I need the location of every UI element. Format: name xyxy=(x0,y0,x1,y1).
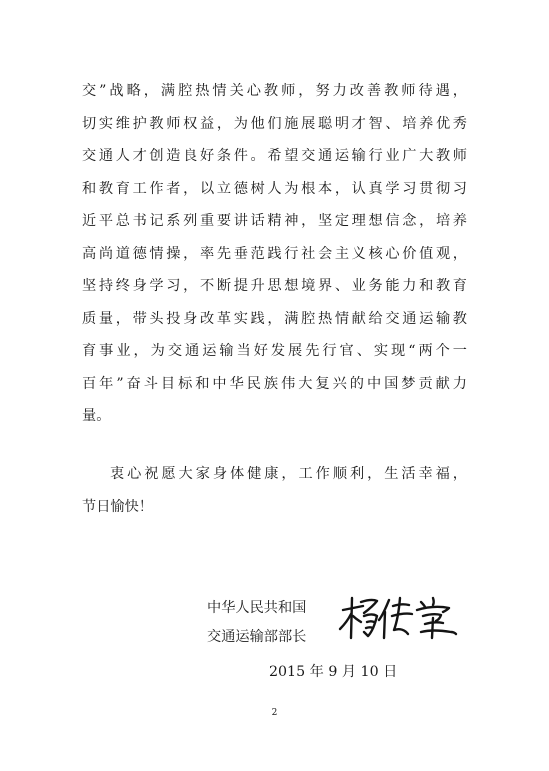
body-line: 切实维护教师权益，为他们施展聪明才智、培养优秀 xyxy=(82,115,467,132)
handwritten-signature xyxy=(337,592,459,644)
body-line: 育事业，为交通运输当好发展先行官、实现“两个一 xyxy=(82,343,467,359)
signature-date: 2015 年 9 月 10 日 xyxy=(269,664,398,680)
signature-block xyxy=(207,592,467,692)
body-line: 交通人才创造良好条件。希望交通运输行业广大教师 xyxy=(82,148,467,164)
body-line: 高尚道德情操，率先垂范践行社会主义核心价值观， xyxy=(82,245,467,262)
signatory-organization: 中华人民共和国 xyxy=(207,600,307,616)
body-line: 质量，带头投身改革实践，满腔热情献给交通运输教 xyxy=(82,310,467,327)
body-line: 量。 xyxy=(82,408,111,424)
closing-line: 衷心祝愿大家身体健康，工作顺利，生活幸福， xyxy=(110,466,467,482)
body-line: 百年”奋斗目标和中华民族伟大复兴的中国梦贡献力 xyxy=(82,375,467,392)
closing-line: 节日愉快！ xyxy=(82,498,153,515)
body-line: 坚持终身学习，不断提升思想境界、业务能力和教育 xyxy=(82,278,467,294)
body-line: 近平总书记系列重要讲话精神，坚定理想信念，培养 xyxy=(82,213,467,229)
body-line: 和教育工作者，以立德树人为根本，认真学习贯彻习 xyxy=(82,180,467,197)
signatory-title: 交通运输部部长 xyxy=(207,629,307,645)
closing-paragraph xyxy=(82,458,467,523)
page-number: 2 xyxy=(271,708,278,718)
letter-body xyxy=(82,75,467,433)
body-line: 交”战略，满腔热情关心教师，努力改善教师待遇， xyxy=(82,83,467,99)
